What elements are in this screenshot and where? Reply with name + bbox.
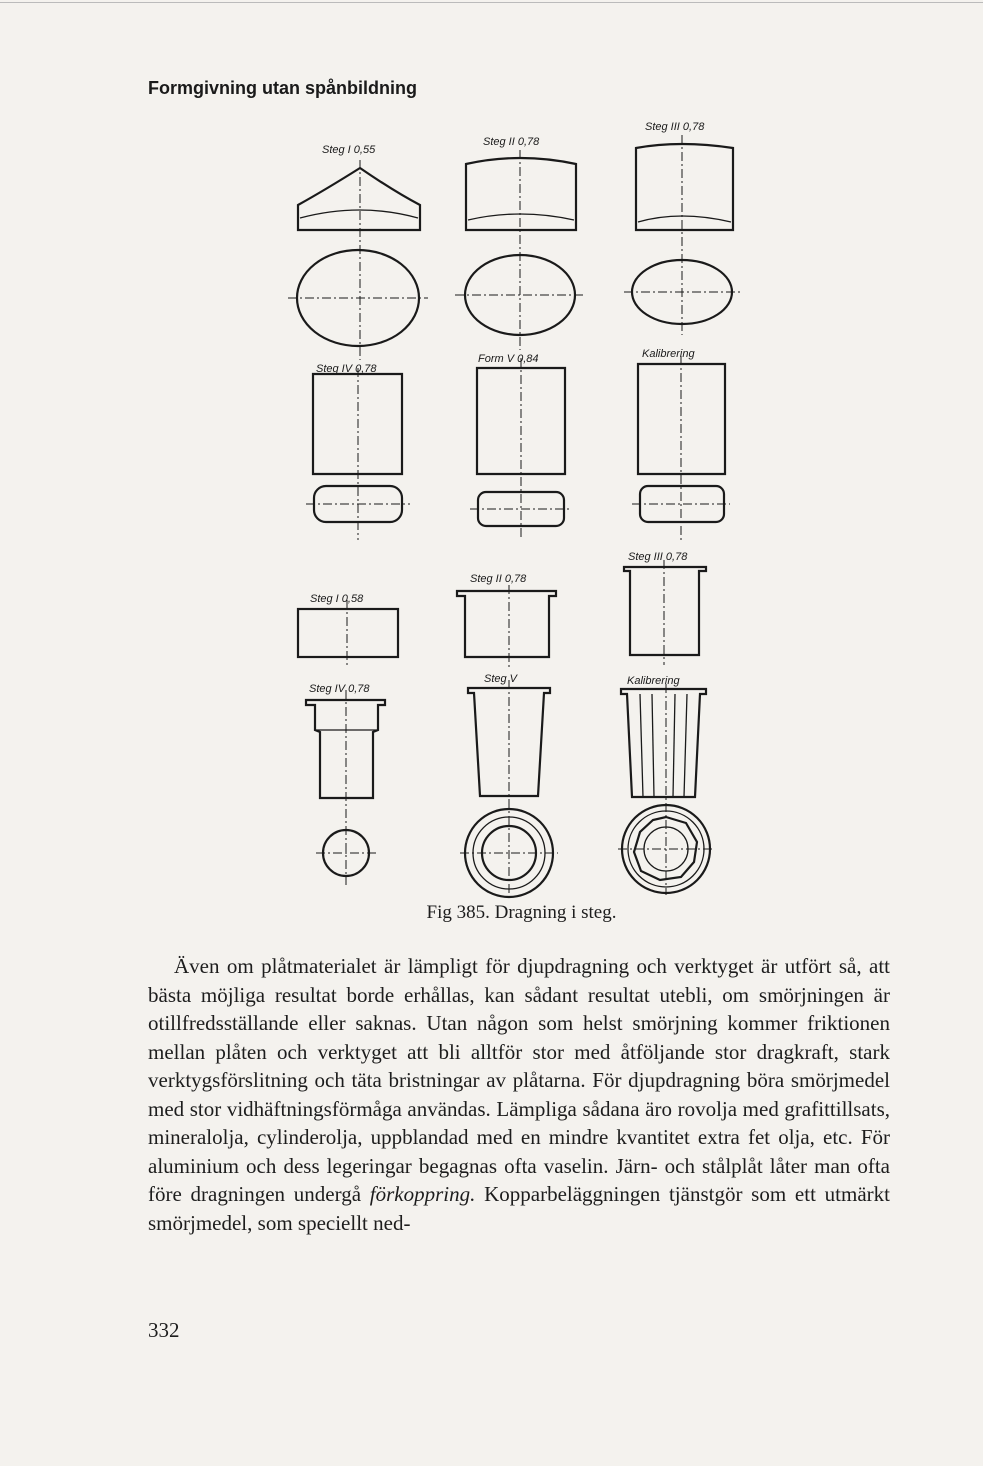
label-upper-steg-3: Steg III 0,78 [645, 121, 705, 133]
upper-kalibrering [632, 348, 730, 540]
body-paragraph [148, 952, 890, 1237]
body-text-part-2: Kopparbeläggningen tjänstgör som ett utmärkt smörjmedel, som speciellt ned- [148, 1182, 890, 1235]
running-header: Formgivning utan spånbildning [148, 78, 417, 98]
lower-steg-4 [306, 683, 385, 885]
label-lower-steg-5: Steg V [484, 673, 518, 685]
label-lower-steg-2: Steg II 0,78 [470, 573, 527, 585]
label-upper-steg-1: Steg I 0,55 [322, 144, 376, 156]
upper-steg-2 [455, 136, 585, 350]
upper-steg-1 [288, 144, 428, 360]
label-upper-steg-2: Steg II 0,78 [483, 136, 540, 148]
lower-steg-1 [298, 593, 398, 668]
upper-steg-4 [306, 363, 410, 540]
body-text-part-1: Även om plåtmaterialet är lämpligt för djupdragning och verktyget är utfört så, att bästa möjliga resultat borde erhållas, kan sådant resultat utebli, om smörjningen är otillfredsställande eller saknas. Utan någon som helst smörjning kommer friktionen mellan plåten och verktyget att bli alltför stor med åtföljande stor dragkraft, stark verktygsförslitning och täta bristningar av plåtarna. För djupdragning böra smörjmedel med stor vidhäftningsförmåga användas. Lämpliga sådana äro rovolja med grafittillsats, mineralolja, cylinderolja, uppblandad med en mindre kvantitet extra fet olja, etc. För aluminium och dess legeringar begagnas ofta vaselin. Järn- och stålplåt låter man ofta före dragningen undergå [148, 954, 890, 1206]
label-lower-steg-3: Steg III 0,78 [628, 551, 688, 563]
lower-steg-5 [460, 673, 558, 897]
label-upper-steg-4: Steg IV 0,78 [316, 363, 377, 375]
lower-steg-2 [457, 573, 556, 668]
label-upper-form-5: Form V 0,84 [478, 353, 539, 365]
lower-steg-3 [624, 551, 706, 665]
upper-steg-3 [624, 121, 742, 335]
label-lower-steg-1: Steg I 0,58 [310, 593, 364, 605]
figure-caption: Fig 385. Dragning i steg. [426, 902, 617, 923]
page-number: 332 [148, 1318, 180, 1342]
label-upper-kalibrering: Kalibrering [642, 348, 695, 360]
label-lower-steg-4: Steg IV 0,78 [309, 683, 370, 695]
lower-kalibrering [618, 675, 714, 895]
upper-form-5 [470, 353, 572, 540]
body-emphasis: förkoppring. [369, 1182, 476, 1206]
label-lower-kalibrering: Kalibrering [627, 675, 680, 687]
